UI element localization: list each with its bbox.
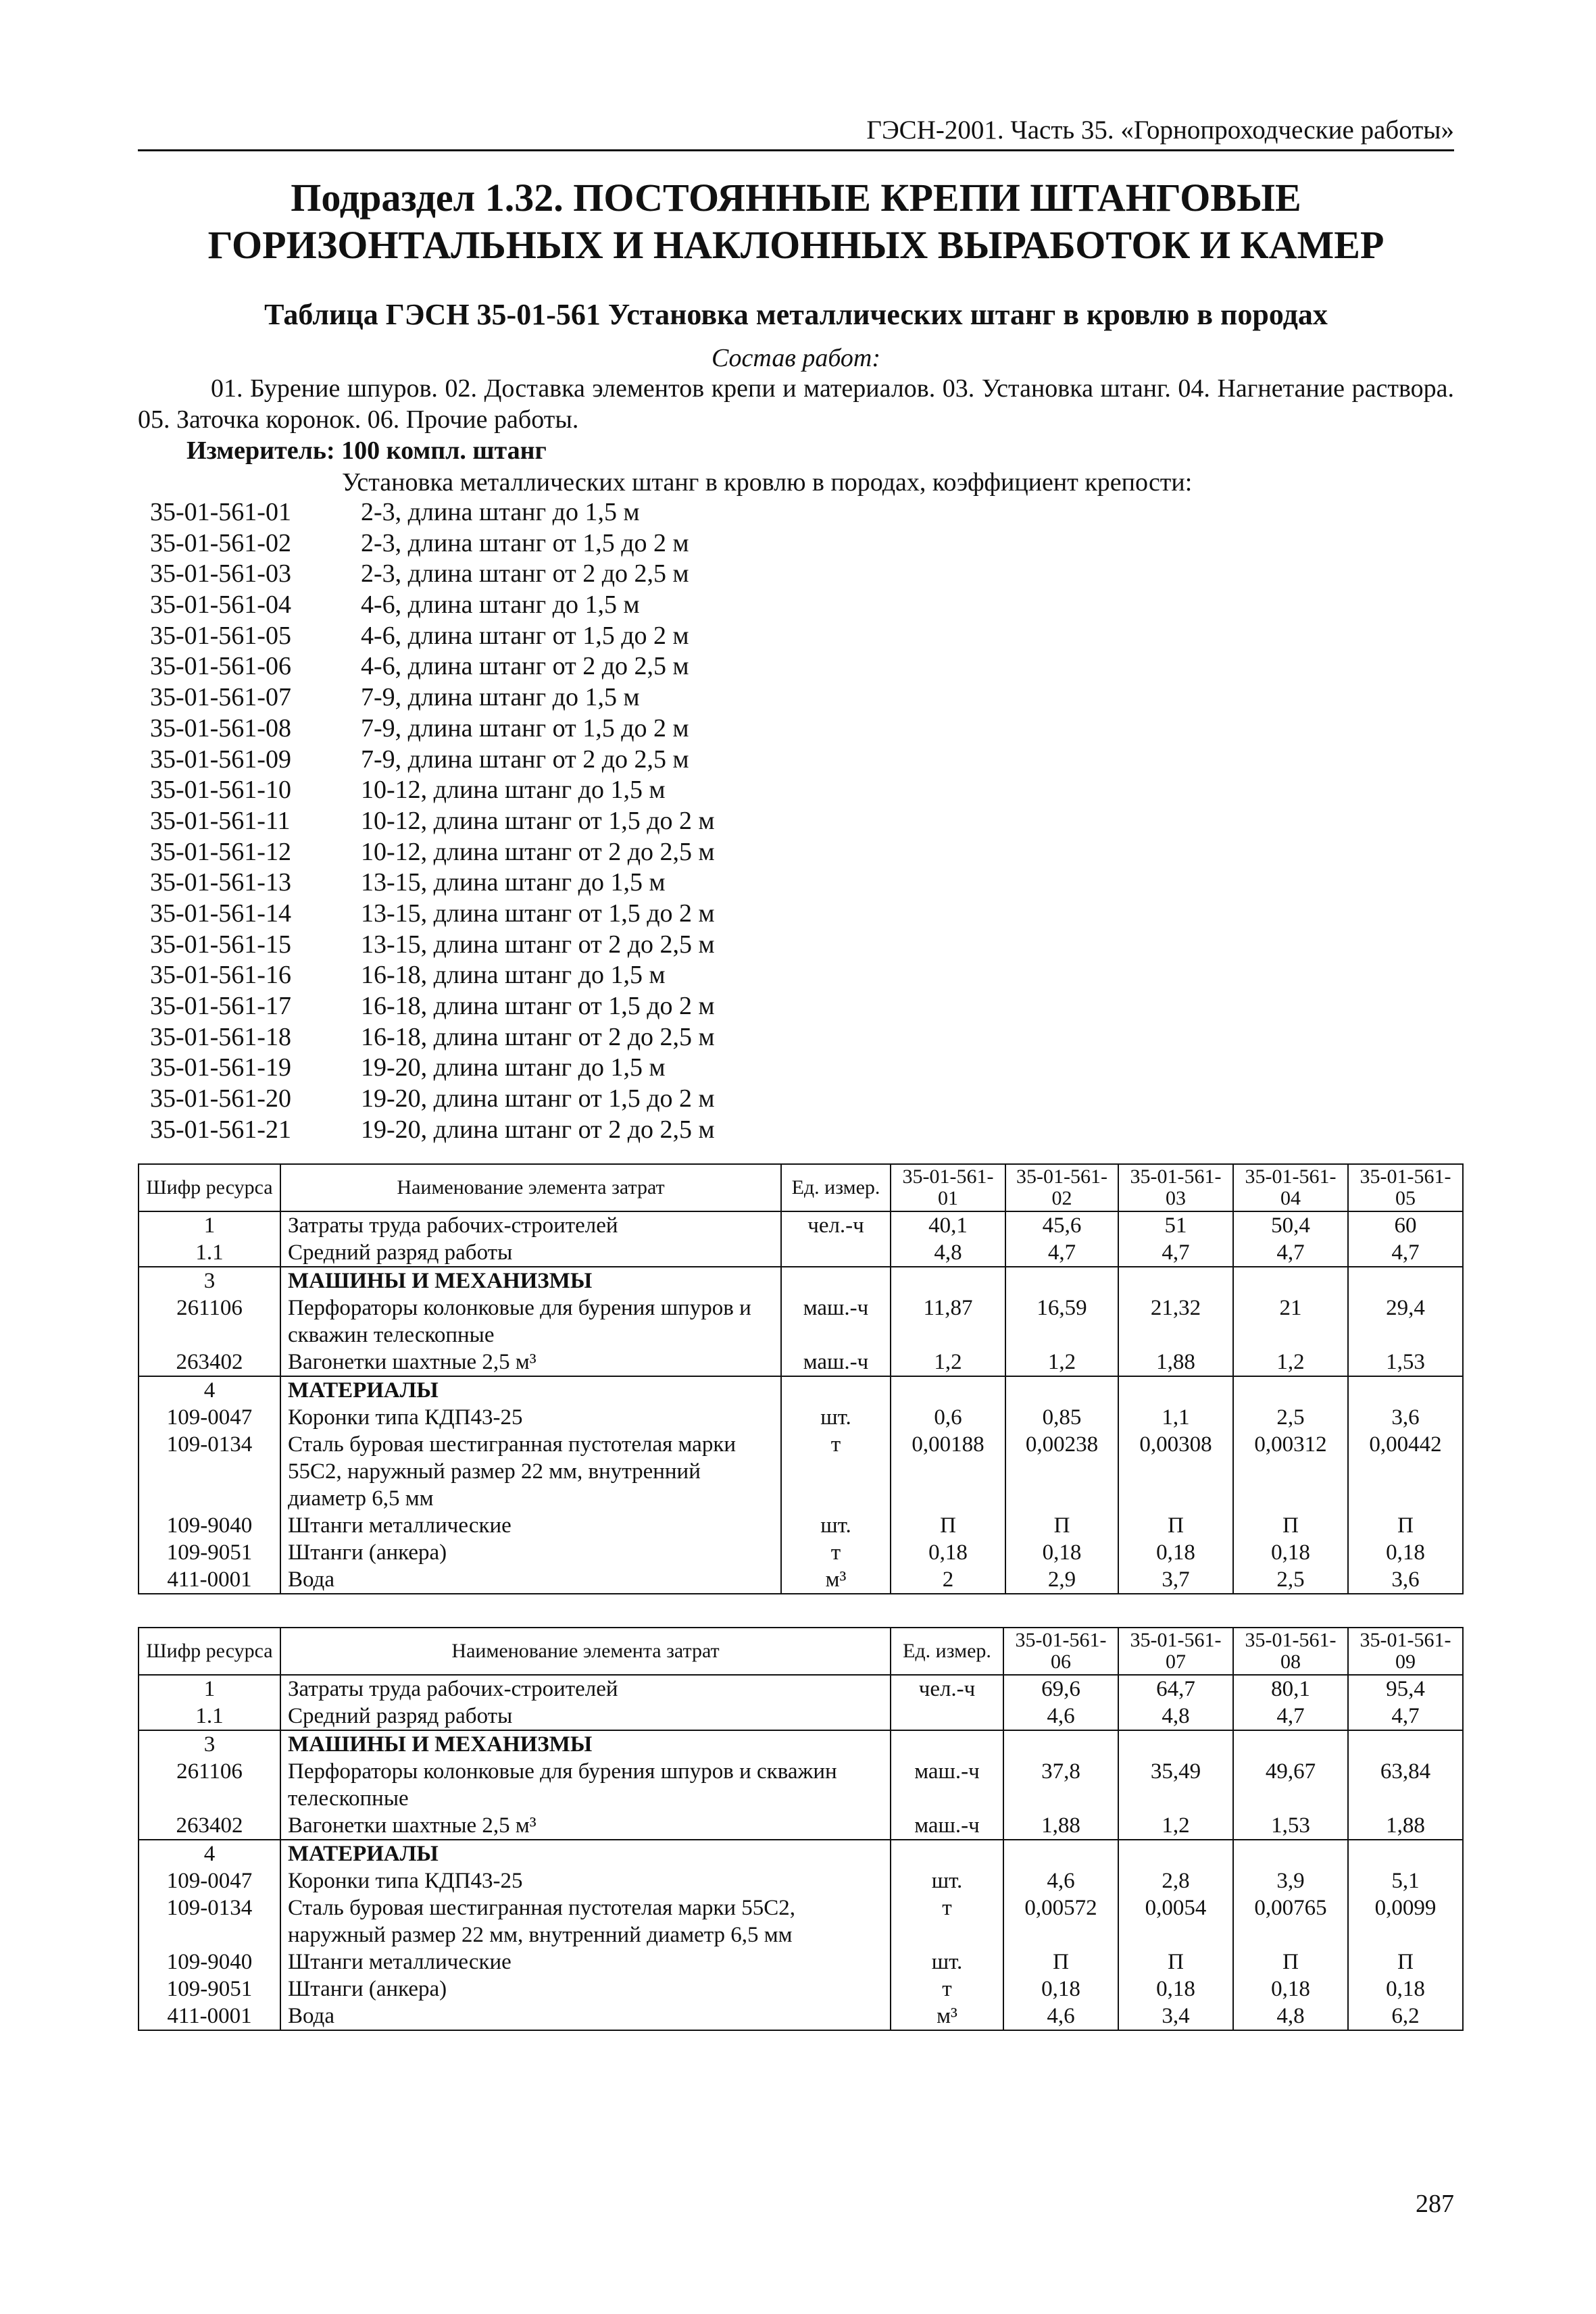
variant-description: 13-15, длина штанг до 1,5 м [361, 868, 666, 897]
variant-description: 10-12, длина штанг от 2 до 2,5 м [361, 837, 715, 866]
variant-code: 35-01-561-15 [150, 930, 291, 959]
unit-cell: маш.-ч [891, 1812, 1003, 1840]
variant-description: 16-18, длина штанг от 1,5 до 2 м [361, 992, 715, 1020]
header-norm-code: 35-01-561-02 [1005, 1164, 1118, 1211]
variant-row [150, 682, 715, 713]
header-norm-code: 35-01-561-01 [891, 1164, 1005, 1211]
value-cell: 1,88 [1348, 1812, 1463, 1840]
value-cell: 0,18 [1003, 1976, 1118, 2003]
variant-description: 2-3, длина штанг от 2 до 2,5 м [361, 559, 689, 588]
value-cell: П [1118, 1948, 1233, 1976]
unit-cell: чел.-ч [891, 1675, 1003, 1703]
cost-element-name-cell: Сталь буровая шестигранная пустотелая марки 55С2, наружный размер 22 мм, внутренний диаметр 6,5 мм [280, 1894, 891, 1948]
page-number: 287 [1416, 2190, 1454, 2218]
variant-description: 4-6, длина штанг от 1,5 до 2 м [361, 621, 689, 650]
value-cell [1118, 1376, 1233, 1404]
value-cell [1348, 1376, 1463, 1404]
resource-code-cell: 3 [139, 1730, 280, 1758]
value-cell: 0,85 [1005, 1404, 1118, 1431]
header-resource-code: Шифр ресурса [139, 1628, 280, 1675]
variant-code: 35-01-561-01 [150, 498, 291, 526]
value-cell: 1,53 [1233, 1812, 1348, 1840]
cost-element-name-cell: Вагонетки шахтные 2,5 м³ [280, 1349, 781, 1376]
table-row [139, 1211, 1463, 1239]
section-title-line1: Подраздел 1.32. ПОСТОЯННЫЕ КРЕПИ ШТАНГОВЫЕ [291, 176, 1301, 220]
value-cell: 4,6 [1003, 1867, 1118, 1894]
section-title-line2: ГОРИЗОНТАЛЬНЫХ И НАКЛОННЫХ ВЫРАБОТОК И КАМЕР [207, 223, 1385, 267]
value-cell [1348, 1730, 1463, 1758]
value-cell: 2,5 [1233, 1566, 1348, 1594]
value-cell: 4,6 [1003, 1703, 1118, 1730]
value-cell: 64,7 [1118, 1675, 1233, 1703]
table-row [139, 2003, 1463, 2030]
variant-row [150, 1115, 715, 1146]
resource-code-cell: 1 [139, 1675, 280, 1703]
cost-element-name-cell: МАШИНЫ И МЕХАНИЗМЫ [280, 1267, 781, 1294]
unit-cell [891, 1703, 1003, 1730]
cost-element-name-cell: Затраты труда рабочих-строителей [280, 1675, 891, 1703]
cost-element-name-cell: Перфораторы колонковые для бурения шпуров и скважин телескопные [280, 1758, 891, 1812]
value-cell [1005, 1376, 1118, 1404]
value-cell: 4,6 [1003, 2003, 1118, 2030]
table-row [139, 1539, 1463, 1566]
resource-code-cell: 4 [139, 1840, 280, 1867]
variant-code: 35-01-561-02 [150, 528, 291, 557]
header-unit: Ед. измер. [781, 1164, 891, 1211]
cost-element-name-cell: Вода [280, 2003, 891, 2030]
variant-row [150, 559, 715, 590]
resource-code-cell: 1 [139, 1211, 280, 1239]
value-cell: 1,53 [1348, 1349, 1463, 1376]
resource-code-cell: 109-0134 [139, 1431, 280, 1512]
value-cell: 0,18 [1118, 1976, 1233, 2003]
unit-cell: чел.-ч [781, 1211, 891, 1239]
resource-code-cell: 109-9040 [139, 1512, 280, 1539]
unit-cell [891, 1730, 1003, 1758]
variant-code: 35-01-561-09 [150, 745, 291, 774]
value-cell: 3,7 [1118, 1566, 1233, 1594]
value-cell: 4,7 [1348, 1239, 1463, 1267]
unit-cell: т [891, 1976, 1003, 2003]
table-row [139, 1294, 1463, 1349]
value-cell: 2,5 [1233, 1404, 1348, 1431]
meter-unit: Измеритель: 100 компл. штанг [186, 436, 547, 465]
value-cell: П [1118, 1512, 1233, 1539]
cost-element-name-cell: Вагонетки шахтные 2,5 м³ [280, 1812, 891, 1840]
resource-code-cell: 109-0047 [139, 1867, 280, 1894]
cost-element-name-cell: Штанги металлические [280, 1948, 891, 1976]
cost-element-name-cell: Штанги металлические [280, 1512, 781, 1539]
value-cell: 5,1 [1348, 1867, 1463, 1894]
cost-element-name-cell: Затраты труда рабочих-строителей [280, 1211, 781, 1239]
variant-row [150, 837, 715, 868]
value-cell: 0,18 [1118, 1539, 1233, 1566]
value-cell: П [1348, 1512, 1463, 1539]
value-cell: 3,4 [1118, 2003, 1233, 2030]
variant-code: 35-01-561-21 [150, 1115, 291, 1144]
value-cell: 2,8 [1118, 1867, 1233, 1894]
cost-table-2 [138, 1627, 1464, 2031]
cost-element-name-cell: Перфораторы колонковые для бурения шпуров и скважин телескопные [280, 1294, 781, 1349]
value-cell [1233, 1376, 1348, 1404]
table-row [139, 1512, 1463, 1539]
variant-row [150, 497, 715, 528]
header-norm-code: 35-01-561-09 [1348, 1628, 1463, 1675]
value-cell [1348, 1840, 1463, 1867]
unit-cell [781, 1267, 891, 1294]
value-cell: 0,18 [1233, 1976, 1348, 2003]
variants-list [150, 497, 715, 1145]
variant-code: 35-01-561-17 [150, 992, 291, 1020]
value-cell: 4,8 [1233, 2003, 1348, 2030]
table-row [139, 1703, 1463, 1730]
unit-cell: маш.-ч [781, 1349, 891, 1376]
unit-cell: т [891, 1894, 1003, 1948]
value-cell: 3,6 [1348, 1566, 1463, 1594]
variant-row [150, 899, 715, 930]
variant-description: 19-20, длина штанг до 1,5 м [361, 1053, 666, 1082]
value-cell: 1,2 [1005, 1349, 1118, 1376]
value-cell: П [1348, 1948, 1463, 1976]
value-cell: 4,7 [1118, 1239, 1233, 1267]
table-row [139, 1376, 1463, 1404]
variant-row [150, 651, 715, 682]
variant-code: 35-01-561-18 [150, 1022, 291, 1051]
resource-code-cell: 261106 [139, 1758, 280, 1812]
variant-description: 10-12, длина штанг от 1,5 до 2 м [361, 806, 715, 835]
value-cell: 0,00308 [1118, 1431, 1233, 1512]
variant-code: 35-01-561-19 [150, 1053, 291, 1082]
value-cell: 0,00442 [1348, 1431, 1463, 1512]
value-cell [1118, 1267, 1233, 1294]
cost-element-name-cell: МАТЕРИАЛЫ [280, 1376, 781, 1404]
table-row [139, 1566, 1463, 1594]
value-cell: 4,8 [891, 1239, 1005, 1267]
variant-description: 4-6, длина штанг до 1,5 м [361, 590, 640, 620]
header-norm-code: 35-01-561-04 [1233, 1164, 1348, 1211]
value-cell: 3,6 [1348, 1404, 1463, 1431]
value-cell: 4,7 [1233, 1703, 1348, 1730]
value-cell [1233, 1840, 1348, 1867]
unit-cell [891, 1840, 1003, 1867]
unit-cell: маш.-ч [781, 1294, 891, 1349]
table-row [139, 1812, 1463, 1840]
resource-code-cell: 109-9051 [139, 1976, 280, 2003]
table-row [139, 1267, 1463, 1294]
header-cost-element-name: Наименование элемента затрат [280, 1164, 781, 1211]
value-cell: 4,7 [1348, 1703, 1463, 1730]
value-cell [1118, 1730, 1233, 1758]
value-cell: 3,9 [1233, 1867, 1348, 1894]
value-cell: 1,88 [1118, 1349, 1233, 1376]
header-resource-code: Шифр ресурса [139, 1164, 280, 1211]
variant-code: 35-01-561-14 [150, 899, 291, 928]
value-cell: П [891, 1512, 1005, 1539]
cost-element-name-cell: МАШИНЫ И МЕХАНИЗМЫ [280, 1730, 891, 1758]
value-cell [1003, 1730, 1118, 1758]
value-cell: 80,1 [1233, 1675, 1348, 1703]
variant-row [150, 713, 715, 745]
value-cell: 21 [1233, 1294, 1348, 1349]
value-cell: 1,88 [1003, 1812, 1118, 1840]
variant-code: 35-01-561-12 [150, 837, 291, 866]
value-cell: 4,7 [1233, 1239, 1348, 1267]
variant-row [150, 960, 715, 991]
variant-description: 7-9, длина штанг от 2 до 2,5 м [361, 745, 689, 774]
cost-table-1 [138, 1163, 1464, 1594]
cost-element-name-cell: Коронки типа КДП43-25 [280, 1867, 891, 1894]
resource-code-cell: 1.1 [139, 1239, 280, 1267]
variant-code: 35-01-561-08 [150, 713, 291, 743]
cost-element-name-cell: МАТЕРИАЛЫ [280, 1840, 891, 1867]
variant-row [150, 930, 715, 961]
variant-row [150, 745, 715, 776]
value-cell: 0,00572 [1003, 1894, 1118, 1948]
variant-description: 19-20, длина штанг от 2 до 2,5 м [361, 1115, 715, 1144]
composition-label: Состав работ: [711, 344, 881, 372]
value-cell: 1,1 [1118, 1404, 1233, 1431]
value-cell [1233, 1730, 1348, 1758]
value-cell: 49,67 [1233, 1758, 1348, 1812]
resource-code-cell: 4 [139, 1376, 280, 1404]
value-cell: 51 [1118, 1211, 1233, 1239]
variant-row [150, 528, 715, 559]
cost-element-name-cell: Штанги (анкера) [280, 1539, 781, 1566]
resource-code-cell: 109-0134 [139, 1894, 280, 1948]
variant-description: 10-12, длина штанг до 1,5 м [361, 776, 666, 805]
value-cell: 0,00765 [1233, 1894, 1348, 1948]
header-cost-element-name: Наименование элемента затрат [280, 1628, 891, 1675]
variant-code: 35-01-561-10 [150, 776, 291, 805]
value-cell: 2 [891, 1566, 1005, 1594]
variant-description: 7-9, длина штанг до 1,5 м [361, 683, 640, 712]
header-norm-code: 35-01-561-06 [1003, 1628, 1118, 1675]
value-cell: 0,18 [891, 1539, 1005, 1566]
value-cell: 37,8 [1003, 1758, 1118, 1812]
resource-code-cell: 411-0001 [139, 2003, 280, 2030]
cost-element-name-cell: Вода [280, 1566, 781, 1594]
value-cell: 0,00238 [1005, 1431, 1118, 1512]
variant-row [150, 867, 715, 899]
variant-row [150, 806, 715, 837]
unit-cell: маш.-ч [891, 1758, 1003, 1812]
variant-description: 4-6, длина штанг от 2 до 2,5 м [361, 652, 689, 681]
value-cell: 0,00188 [891, 1431, 1005, 1512]
variant-description: 16-18, длина штанг от 2 до 2,5 м [361, 1022, 715, 1051]
table-header-row [139, 1628, 1463, 1675]
cost-element-name-cell: Средний разряд работы [280, 1239, 781, 1267]
variant-description: 7-9, длина штанг от 1,5 до 2 м [361, 713, 689, 743]
value-cell: П [1233, 1948, 1348, 1976]
value-cell: 2,9 [1005, 1566, 1118, 1594]
variant-code: 35-01-561-05 [150, 621, 291, 650]
header-norm-code: 35-01-561-08 [1233, 1628, 1348, 1675]
unit-cell: шт. [891, 1867, 1003, 1894]
table-row [139, 1349, 1463, 1376]
unit-cell: шт. [781, 1404, 891, 1431]
value-cell: 45,6 [1005, 1211, 1118, 1239]
unit-cell: т [781, 1539, 891, 1566]
value-cell: 50,4 [1233, 1211, 1348, 1239]
unit-cell: м³ [781, 1566, 891, 1594]
table-row [139, 1404, 1463, 1431]
variant-row [150, 991, 715, 1022]
header-unit: Ед. измер. [891, 1628, 1003, 1675]
cost-element-name-cell: Штанги (анкера) [280, 1976, 891, 2003]
cost-element-name-cell: Сталь буровая шестигранная пустотелая марки 55С2, наружный размер 22 мм, внутренний диаметр 6,5 мм [280, 1431, 781, 1512]
variant-row [150, 1022, 715, 1053]
value-cell [1118, 1840, 1233, 1867]
unit-cell [781, 1376, 891, 1404]
value-cell: 11,87 [891, 1294, 1005, 1349]
value-cell [1348, 1267, 1463, 1294]
value-cell: 0,18 [1348, 1539, 1463, 1566]
variant-code: 35-01-561-03 [150, 559, 291, 588]
variant-row [150, 775, 715, 806]
value-cell: 1,2 [891, 1349, 1005, 1376]
value-cell [1003, 1840, 1118, 1867]
unit-cell: шт. [891, 1948, 1003, 1976]
variant-code: 35-01-561-04 [150, 590, 291, 620]
variant-code: 35-01-561-13 [150, 868, 291, 897]
table-row [139, 1730, 1463, 1758]
value-cell [1005, 1267, 1118, 1294]
table-row [139, 1867, 1463, 1894]
table-row [139, 1894, 1463, 1948]
resource-code-cell: 261106 [139, 1294, 280, 1349]
value-cell: 1,2 [1233, 1349, 1348, 1376]
table-row [139, 1675, 1463, 1703]
variant-row [150, 1053, 715, 1084]
value-cell: 40,1 [891, 1211, 1005, 1239]
variant-row [150, 1084, 715, 1115]
header-norm-code: 35-01-561-05 [1348, 1164, 1463, 1211]
value-cell: 1,2 [1118, 1812, 1233, 1840]
variant-row [150, 590, 715, 621]
resource-code-cell: 263402 [139, 1812, 280, 1840]
variant-description: 2-3, длина штанг от 1,5 до 2 м [361, 528, 689, 557]
unit-cell: шт. [781, 1512, 891, 1539]
value-cell [891, 1376, 1005, 1404]
table-row [139, 1948, 1463, 1976]
value-cell: 0,6 [891, 1404, 1005, 1431]
value-cell: 21,32 [1118, 1294, 1233, 1349]
value-cell: 4,8 [1118, 1703, 1233, 1730]
variant-code: 35-01-561-11 [150, 806, 291, 835]
variants-intro: Установка металлических штанг в кровлю в породах, коэффициент крепости: [342, 468, 1193, 497]
value-cell: П [1003, 1948, 1118, 1976]
value-cell: 0,18 [1233, 1539, 1348, 1566]
value-cell: 0,00312 [1233, 1431, 1348, 1512]
value-cell [891, 1267, 1005, 1294]
variant-description: 2-3, длина штанг до 1,5 м [361, 498, 640, 526]
cost-element-name-cell: Коронки типа КДП43-25 [280, 1404, 781, 1431]
value-cell [1233, 1267, 1348, 1294]
value-cell: 95,4 [1348, 1675, 1463, 1703]
value-cell: 63,84 [1348, 1758, 1463, 1812]
unit-cell: м³ [891, 2003, 1003, 2030]
resource-code-cell: 411-0001 [139, 1566, 280, 1594]
running-header: ГЭСН-2001. Часть 35. «Горнопроходческие работы» [138, 115, 1454, 151]
resource-code-cell: 3 [139, 1267, 280, 1294]
section-title [138, 174, 1454, 269]
value-cell: 6,2 [1348, 2003, 1463, 2030]
value-cell: 0,18 [1005, 1539, 1118, 1566]
value-cell: П [1005, 1512, 1118, 1539]
variant-code: 35-01-561-07 [150, 683, 291, 712]
variant-description: 19-20, длина штанг от 1,5 до 2 м [361, 1084, 715, 1113]
table-title: Таблица ГЭСН 35-01-561 Установка металлических штанг в кровлю в породах [264, 298, 1328, 331]
resource-code-cell: 109-0047 [139, 1404, 280, 1431]
value-cell: 4,7 [1005, 1239, 1118, 1267]
resource-code-cell: 263402 [139, 1349, 280, 1376]
variant-code: 35-01-561-16 [150, 961, 291, 990]
variant-code: 35-01-561-20 [150, 1084, 291, 1113]
variant-row [150, 621, 715, 652]
table-row [139, 1840, 1463, 1867]
value-cell: 0,18 [1348, 1976, 1463, 2003]
work-steps: 01. Бурение шпуров. 02. Доставка элементов крепи и материалов. 03. Установка штанг. 04. Нагнетание раствора. 05. Заточка коронок. 06. Прочие работы. [138, 374, 1454, 434]
cost-element-name-cell: Средний разряд работы [280, 1703, 891, 1730]
value-cell: П [1233, 1512, 1348, 1539]
value-cell: 60 [1348, 1211, 1463, 1239]
value-cell: 16,59 [1005, 1294, 1118, 1349]
table-header-row [139, 1164, 1463, 1211]
table-row [139, 1239, 1463, 1267]
resource-code-cell: 109-9040 [139, 1948, 280, 1976]
variant-description: 13-15, длина штанг от 2 до 2,5 м [361, 930, 715, 959]
resource-code-cell: 1.1 [139, 1703, 280, 1730]
resource-code-cell: 109-9051 [139, 1539, 280, 1566]
value-cell: 0,0054 [1118, 1894, 1233, 1948]
value-cell: 35,49 [1118, 1758, 1233, 1812]
header-norm-code: 35-01-561-07 [1118, 1628, 1233, 1675]
value-cell: 69,6 [1003, 1675, 1118, 1703]
table-row [139, 1431, 1463, 1512]
value-cell: 29,4 [1348, 1294, 1463, 1349]
value-cell: 0,0099 [1348, 1894, 1463, 1948]
header-norm-code: 35-01-561-03 [1118, 1164, 1233, 1211]
variant-code: 35-01-561-06 [150, 652, 291, 681]
unit-cell: т [781, 1431, 891, 1512]
variant-description: 13-15, длина штанг от 1,5 до 2 м [361, 899, 715, 928]
table-row [139, 1976, 1463, 2003]
table-row [139, 1758, 1463, 1812]
unit-cell [781, 1239, 891, 1267]
variant-description: 16-18, длина штанг до 1,5 м [361, 961, 666, 990]
